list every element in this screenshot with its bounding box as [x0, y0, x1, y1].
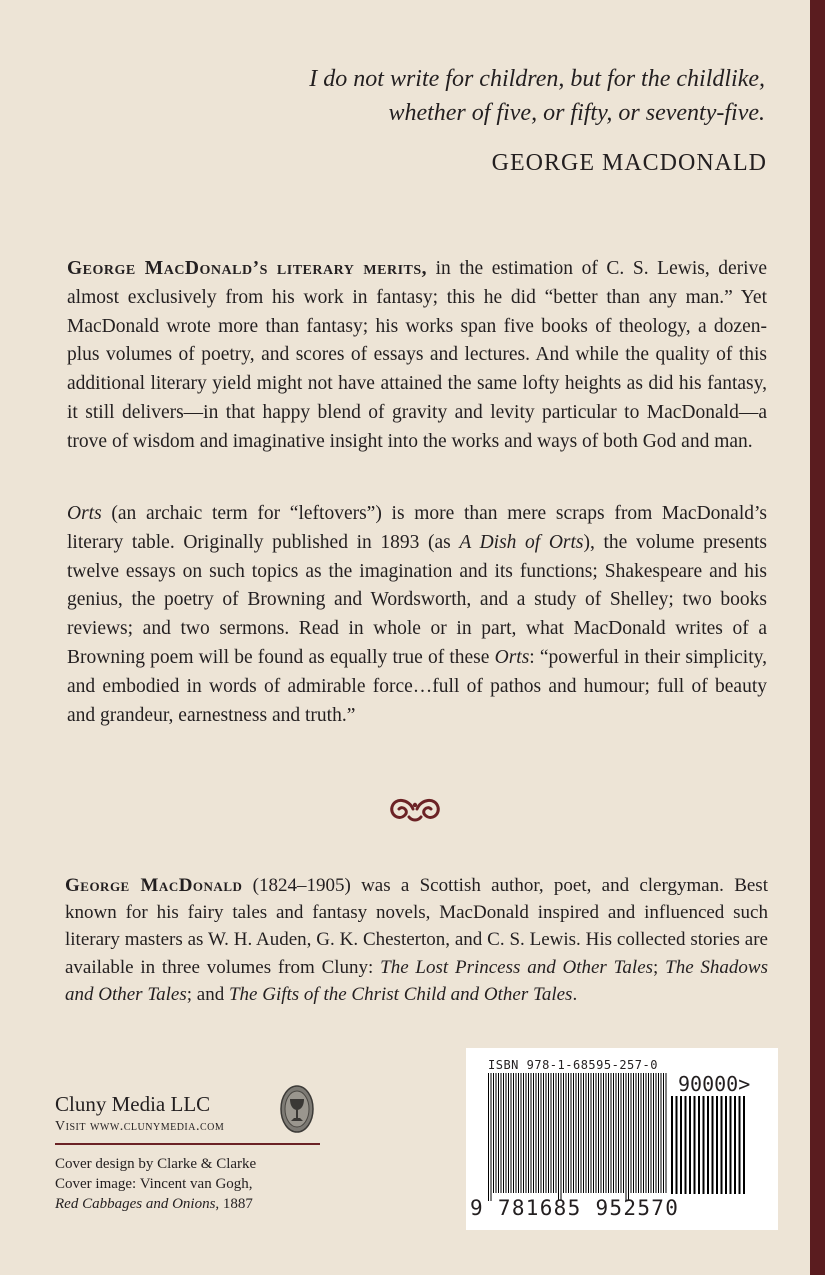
epigraph-quote — [150, 62, 765, 130]
barcode-bar — [685, 1096, 687, 1194]
barcode-bar — [516, 1073, 517, 1193]
barcode-bar — [583, 1073, 584, 1193]
epigraph-author: GEORGE MACDONALD — [491, 150, 767, 176]
barcode-bar — [496, 1073, 497, 1193]
barcode-bar — [556, 1073, 557, 1193]
bio-text-d: . — [572, 983, 578, 1005]
barcode-bar — [596, 1073, 597, 1193]
barcode-bar — [628, 1073, 629, 1201]
barcode-bar — [613, 1073, 614, 1193]
barcode-bar — [716, 1096, 718, 1194]
barcode-bar — [631, 1073, 632, 1193]
barcode-bar — [518, 1073, 519, 1193]
credit-line-1: Cover design by Clarke & Clarke — [55, 1156, 257, 1172]
barcode-bar — [578, 1073, 579, 1193]
publisher-name: Cluny Media LLC — [55, 1092, 211, 1116]
barcode-bar — [513, 1073, 514, 1193]
barcode-bar — [623, 1073, 624, 1193]
barcode-bar — [703, 1096, 705, 1194]
title-orts-2: Orts — [494, 646, 530, 668]
barcode-bar — [633, 1073, 634, 1193]
barcode-bar — [712, 1096, 714, 1194]
fleuron-ornament-icon — [387, 793, 443, 825]
description-text-1: in the estimation of C. S. Lewis, derive almost exclusively from his work in fantasy; this he did “better than any man.” Yet MacDonald wrote more than fantasy; his works span five books of theology, a dozen-plus volumes of poetry, and scores of essays and lectures. And while the quality of this additional literary yield might not have attained the same lofty heights as did his fantasy, it still delivers—in that happy blend of gravity and levity particular to MacDonald—a trove of wisdom and imaginative insight into the works and ways of both God and man. — [67, 258, 767, 452]
barcode-bar — [651, 1073, 652, 1193]
bio-text-c: ; and — [186, 983, 229, 1005]
barcode-bar — [739, 1096, 741, 1194]
barcode-bar — [491, 1073, 492, 1201]
barcode-bar — [593, 1073, 594, 1193]
barcode-bar — [666, 1073, 667, 1193]
cover-credits — [55, 1154, 256, 1214]
barcode-bar — [601, 1073, 602, 1193]
bio-text-a: (1824–1905) was a Scottish author, poet, and clergyman. Best known for his fairy tales and fantasy novels, MacDonald inspired and influenced such literary masters as W. H. Auden, G. K. Chesterton, and C. S. Lewis. His collected stories are available in three volumes from Cluny: — [65, 875, 768, 978]
barcode-bar — [653, 1073, 654, 1193]
barcode-bar — [508, 1073, 509, 1193]
barcode-bar — [616, 1073, 617, 1193]
bio-lead: George MacDonald — [65, 875, 243, 896]
price-barcode — [671, 1096, 749, 1202]
barcode-bar — [571, 1073, 572, 1193]
barcode-bar — [641, 1073, 642, 1193]
barcode-bar — [531, 1073, 532, 1193]
barcode-bar — [707, 1096, 709, 1194]
barcode-bar — [511, 1073, 512, 1193]
author-bio — [65, 872, 768, 1008]
barcode-bar — [573, 1073, 574, 1193]
description-text-2b: ), the volume presents twelve essays on such topics as the imagination and its functions; Shakespeare and his genius, the poetry of Browning and Wordsworth, and a study of Shelley; two books reviews; and two sermons. Read in whole or in part, what MacDonald writes of a Browning poem will be found as equally true of these — [67, 531, 767, 668]
publisher-block — [55, 1092, 224, 1135]
bio-text-b: ; — [653, 956, 666, 978]
barcode-bar — [626, 1073, 627, 1201]
barcode-bar — [538, 1073, 539, 1193]
barcode-bar — [694, 1096, 696, 1194]
barcode-bar — [501, 1073, 502, 1193]
barcode-bar — [611, 1073, 612, 1193]
credit-line-3 — [55, 1194, 256, 1214]
barcode-bar — [551, 1073, 552, 1193]
isbn-text: ISBN 978-1-68595-257-0 — [488, 1058, 658, 1072]
title-dish-of-orts: A Dish of Orts — [459, 531, 584, 553]
barcode-bar — [698, 1096, 700, 1194]
bio-title-1: The Lost Princess and Other Tales — [380, 956, 654, 978]
description-text-2c: : “powerful in their simplicity, and embodied in words of admirable force…full of pathos and humour; full of beauty and grandeur, earnestness and truth.” — [67, 646, 767, 726]
epigraph-line-1: I do not write for children, but for the childlike, — [309, 66, 765, 92]
barcode-bar — [663, 1073, 664, 1193]
barcode-bar — [743, 1096, 745, 1194]
barcode-bar — [498, 1073, 499, 1193]
barcode-bar — [506, 1073, 507, 1193]
barcode-bar — [676, 1096, 678, 1194]
publisher-website[interactable]: Visit www.clunymedia.com — [55, 1119, 225, 1134]
barcode-bar — [680, 1096, 682, 1194]
description-paragraph-2 — [67, 500, 767, 730]
title-orts: Orts — [67, 503, 102, 524]
barcode-bar — [734, 1096, 736, 1194]
barcode-bar — [658, 1073, 659, 1193]
barcode-bar — [661, 1073, 662, 1193]
epigraph-line-2: whether of five, or fifty, or seventy-five. — [388, 100, 765, 126]
barcode-bar — [638, 1073, 639, 1193]
barcode-bar — [689, 1096, 691, 1194]
barcode-bar — [588, 1073, 589, 1193]
bio-title-3: The Gifts of the Christ Child and Other Tales — [228, 983, 573, 1005]
painting-year: , 1887 — [215, 1196, 253, 1212]
barcode-bar — [543, 1073, 544, 1193]
barcode-bar — [643, 1073, 644, 1193]
credit-line-2: Cover image: Vincent van Gogh, — [55, 1176, 253, 1192]
barcode-bar — [553, 1073, 554, 1193]
price-code: 90000> — [678, 1072, 751, 1096]
barcode-bar — [581, 1073, 582, 1193]
barcode-bar — [603, 1073, 604, 1193]
barcode-bar — [563, 1073, 564, 1193]
barcode-bar — [725, 1096, 727, 1194]
barcode-digits: 9 781685 952570 — [470, 1196, 680, 1220]
barcode-bar — [548, 1073, 549, 1193]
spine-band — [810, 0, 825, 1275]
barcode-bar — [621, 1073, 622, 1193]
painting-title: Red Cabbages and Onions — [55, 1196, 216, 1212]
barcode-bar — [561, 1073, 562, 1201]
barcode-bar — [488, 1073, 489, 1201]
barcode-bar — [636, 1073, 637, 1193]
barcode-bar — [546, 1073, 547, 1193]
description-paragraph-1 — [67, 255, 767, 457]
barcode-bar — [528, 1073, 529, 1193]
chalice-medallion-icon — [280, 1085, 314, 1133]
barcode-bar — [533, 1073, 534, 1193]
barcode-bar — [568, 1073, 569, 1193]
barcode-bar — [591, 1073, 592, 1193]
description-text-2a: (an archaic term for “leftovers”) is more than mere scraps from MacDonald’s literary table. Originally published in 1893 (as — [67, 503, 767, 553]
barcode-bar — [606, 1073, 607, 1193]
barcode-bar — [598, 1073, 599, 1193]
barcode-bar — [576, 1073, 577, 1193]
barcode-bar — [648, 1073, 649, 1193]
barcode-bar — [608, 1073, 609, 1193]
barcode-bar — [730, 1096, 732, 1194]
barcode-bar — [521, 1073, 522, 1193]
isbn-barcode — [488, 1073, 668, 1201]
barcode-bar — [493, 1073, 494, 1193]
barcode-bar — [536, 1073, 537, 1193]
barcode-bar — [503, 1073, 504, 1193]
barcode-bar — [541, 1073, 542, 1193]
barcode-bar — [586, 1073, 587, 1193]
barcode-bar — [558, 1073, 559, 1201]
barcode-bar — [526, 1073, 527, 1193]
description-lead: George MacDonald’s literary merits, — [67, 258, 428, 279]
barcode-bar — [566, 1073, 567, 1193]
barcode-bar — [646, 1073, 647, 1193]
barcode-bar — [671, 1096, 673, 1194]
barcode-panel — [466, 1048, 778, 1230]
barcode-bar — [721, 1096, 723, 1194]
publisher-divider — [55, 1143, 320, 1145]
barcode-bar — [618, 1073, 619, 1193]
barcode-bar — [656, 1073, 657, 1193]
bio-title-2: The Shadows and Other Tales — [65, 956, 768, 1005]
barcode-bar — [523, 1073, 524, 1193]
